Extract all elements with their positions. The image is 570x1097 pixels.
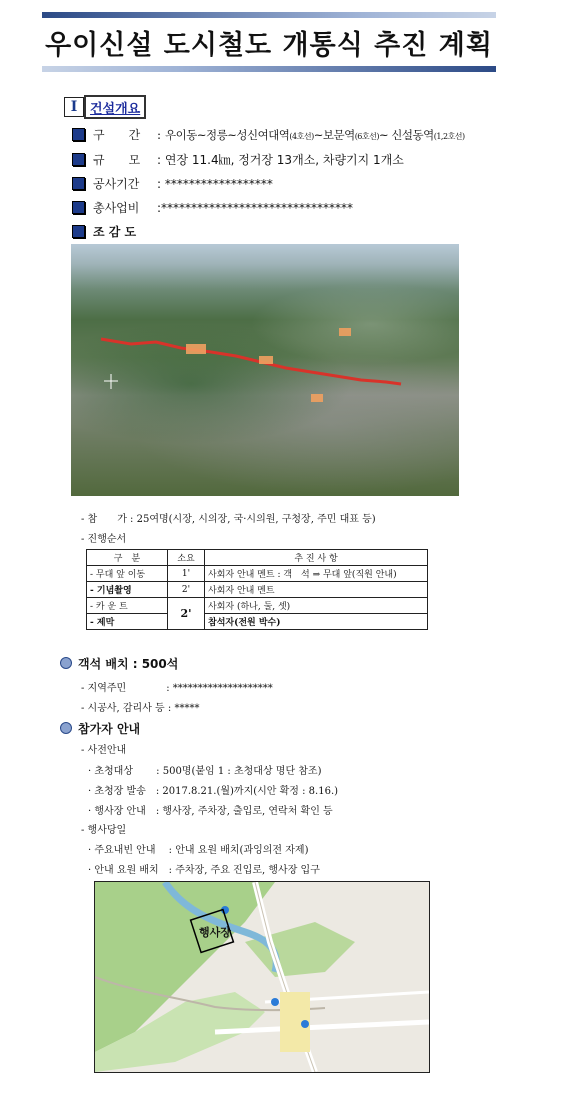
section-title: 건설개요 [84,95,146,119]
table-cell: - 무대 앞 이동 [87,566,168,582]
square-bullet-icon [72,201,85,214]
seating-line: - 지역주민 : ******************** [81,683,273,694]
schedule-table [86,549,428,630]
table-cell: 2' [168,598,205,630]
overview-value-route: 우이동~정릉~성신여대역(4호선)~보문역(6호선)~ 신설동역(1,2호선) [165,127,465,142]
overview-row-cost [72,199,353,216]
table-cell: - 기념촬영 [87,582,168,598]
table-cell: 사회자 (하나, 둘, 셋) [205,598,428,614]
table-row [87,598,428,614]
table-cell: 1' [168,566,205,582]
title-bar-bottom [42,66,496,72]
guide-day-item: · 안내 요원 배치 : 주차장, 주요 진입로, 행사장 입구 [88,865,320,876]
section-number: I [64,97,84,117]
round-bullet-icon [60,722,72,734]
overview-label: 공사기간 [93,177,140,191]
table-row [87,582,428,598]
order-label: - 진행순서 [81,534,127,545]
table-header-row [87,550,428,566]
table-cell: 사회자 안내 멘트 [205,582,428,598]
overview-value: : 연장 11.4㎞, 정거장 13개소, 차량기지 1개소 [157,153,404,167]
overview-value: : ****************** [157,176,273,191]
guide-pre-item: · 초청장 발송 : 2017.8.21.(월)까지(시안 확정 : 8.16.) [88,786,339,797]
square-bullet-icon [72,128,85,141]
guide-day-label: - 행사당일 [81,825,127,836]
overview-label: 구 간 [93,128,141,142]
table-cell: - 제막 [87,614,168,630]
table-row [87,566,428,582]
overview-row-aerial [72,223,157,240]
venue-label: 행사장 [199,926,231,939]
table-row [87,614,428,630]
guide-pre-item: · 행사장 안내 : 행사장, 주차장, 출입로, 연락처 확인 등 [88,806,333,817]
table-cell: 2' [168,582,205,598]
page-title: 우이신설 도시철도 개통식 추진 계획 [45,29,493,61]
square-bullet-icon [72,225,85,238]
venue-map [94,881,430,1073]
overview-row-section: 구 간 : 우이동~정릉~성신여대역(4호선)~보문역(6호선)~ 신설동역(1,2호선) [72,126,465,143]
square-bullet-icon [72,177,85,190]
overview-label: 조 감 도 [93,225,137,239]
overview-row-scale [72,151,404,168]
table-header: 구 분 [87,550,168,566]
guide-pre-label: - 사전안내 [81,745,127,756]
attendees-text: - 참 가 : 25여명(시장, 시의장, 국·시의원, 구청장, 주민 대표 등) [81,514,376,525]
guide-title: 참가자 안내 [78,722,141,736]
aerial-view-image [71,244,459,496]
table-cell: - 카 운 트 [87,598,168,614]
guide-pre-item: · 초청대상 : 500명(붙임 1 : 초청대상 명단 참조) [88,766,322,777]
table-header: 추 진 사 항 [205,550,428,566]
overview-label: 총사업비 [93,201,140,215]
map-graphic [95,882,429,1072]
round-bullet-icon [60,657,72,669]
route-overlay [71,244,459,496]
square-bullet-icon [72,153,85,166]
guide-day-item: · 주요내빈 안내 : 안내 요원 배치(과잉의전 자제) [88,845,309,856]
overview-label: 규 모 [93,153,141,167]
overview-value: :******************************** [157,200,354,215]
table-header: 소요 [168,550,205,566]
overview-row-period [72,175,273,192]
seating-line: - 시공사, 감리사 등 : ***** [81,703,200,714]
table-cell: 참석자(전원 박수) [205,614,428,630]
table-cell: 사회자 안내 멘트 : 객 석 ⇒ 무대 앞(직원 안내) [205,566,428,582]
seating-title: 객석 배치 : 500석 [78,657,179,671]
